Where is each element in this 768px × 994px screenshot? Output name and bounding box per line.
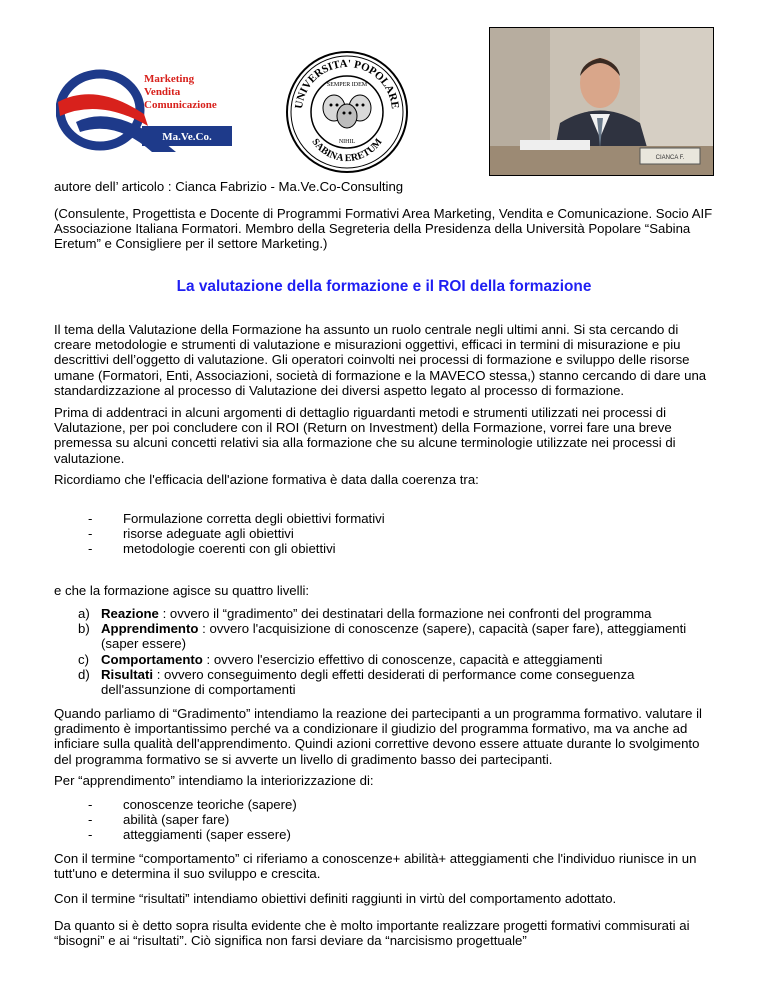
- list-item: [54, 812, 297, 827]
- level-marker: c): [78, 651, 89, 667]
- nameplate-text: CIANCA F.: [655, 155, 685, 161]
- list-dash: -: [88, 797, 93, 812]
- level-text: : ovvero l'acquisizione di conoscenze (sapere), capacità (saper fare), atteggiamenti (saper essere): [101, 621, 687, 652]
- level-marker: d): [78, 666, 90, 682]
- level-marker: a): [78, 606, 90, 621]
- level-term: Risultati: [101, 666, 154, 682]
- maveco-logo: [56, 62, 234, 157]
- paragraph-efficacia: Ricordiamo che l'efficacia dell'azione formativa è data dalla coerenza tra:: [54, 472, 479, 487]
- seal-inner-text: SEMPER IDEM: [326, 82, 368, 88]
- level-marker: b): [78, 621, 90, 637]
- level-text: : ovvero conseguimento degli effetti desiderati di performance come conseguenza dell'assunzione di comportamenti: [101, 666, 635, 698]
- level-item: [54, 606, 714, 621]
- list-item: [54, 541, 385, 556]
- logo-line-3: Comunicazione: [144, 99, 217, 111]
- list-dash: -: [88, 812, 93, 828]
- level-item: [54, 652, 714, 667]
- paragraph-gradimento: Quando parliamo di “Gradimento” intendiamo la reazione dei partecipanti a un programma formativo. valutare il gradimento è importantissimo perché va a condizionare il giudizio del programma formativo, ma va anche ad inficiare sulla qualità dell'apprendimento. Quindi azioni correttive devono essere attuate durante lo svolgimento del programma formativo se si avverte un livello di gradimento basso dei partecipanti.: [54, 706, 702, 767]
- seal-bottom-text: SABINA ERETUM: [309, 136, 385, 165]
- list-dash: -: [88, 526, 93, 542]
- author-photo: [489, 27, 714, 176]
- list-item: [54, 511, 385, 526]
- list-item-text: atteggiamenti (saper essere): [123, 827, 291, 843]
- paragraph-livelli: e che la formazione agisce su quattro livelli:: [54, 583, 310, 598]
- list-dash: -: [88, 541, 93, 557]
- paragraph-risultati: Con il termine “risultati” intendiamo obiettivi definiti raggiunti in virtù del comportamento adottato.: [54, 891, 617, 906]
- list-item-text: abilità (saper fare): [123, 812, 230, 828]
- list-item-text: conoscenze teoriche (sapere): [123, 797, 297, 812]
- paragraph-apprendimento: Per “apprendimento” intendiamo la interiorizzazione di:: [54, 773, 374, 788]
- logo-line-2: Vendita: [144, 86, 181, 98]
- paragraph-premessa: Prima di addentraci in alcuni argomenti di dettaglio riguardanti metodi e strumenti utilizzati nei processi di Valutazione, per poi concludere con il ROI (Return on Investment) della Formazione, vorrei fare una breve premessa su alcuni concetti relativi sia alla formazione che su alcune terminologie utilizzate nei processi di valutazione.: [54, 405, 676, 466]
- universita-popolare-seal: [284, 50, 410, 174]
- logo-line-1: Marketing: [144, 73, 195, 85]
- level-term: Comportamento: [101, 651, 203, 667]
- list-item: [54, 526, 385, 541]
- level-item: [54, 621, 714, 651]
- list-item: [54, 827, 297, 842]
- level-text: : ovvero l'esercizio effettivo di conoscenze, capacità e atteggiamenti: [202, 651, 603, 667]
- seal-inner-bottom: NIHIL: [338, 139, 356, 145]
- efficacia-list: [54, 511, 385, 557]
- level-text: : ovvero il “gradimento” dei destinatari della formazione nei confronti del programma: [158, 606, 652, 621]
- list-item-text: metodologie coerenti con gli obiettivi: [123, 541, 336, 557]
- author-line: autore dell’ articolo : Cianca Fabrizio - Ma.Ve.Co-Consulting: [54, 179, 404, 194]
- list-item: [54, 797, 297, 812]
- paragraph-comportamento: Con il termine “comportamento” ci riferiamo a conoscenze+ abilità+ atteggiamenti che l'individuo riunisce in un tutt'uno e determina il suo sviluppo e crescita.: [54, 851, 697, 882]
- levels-list: [54, 606, 714, 697]
- level-term: Apprendimento: [101, 621, 199, 637]
- list-dash: -: [88, 511, 93, 526]
- author-bio: (Consulente, Progettista e Docente di Programmi Formativi Area Marketing, Vendita e Comunicazione. Socio AIF Associazione Italiana Formatori. Membro della Segreteria della Presidenza della Università Popolare “Sabina Eretum” e Consigliere per il settore Marketing.): [54, 206, 713, 252]
- paragraph-intro: Il tema della Valutazione della Formazione ha assunto un ruolo centrale negli ultimi anni. Si sta cercando di creare metodologie e strumenti di valutazione e misurazioni oggettivi, efficaci in termini di misurazione e piu descrittivi dell’oggetto di valutazione. Gli operatori coinvolti nei processi di formazione e sviluppo delle risorse umane (Formatori, Enti, Associazioni, società di formazione e la MAVECO stessa,) stanno cercando di dare una standardizzazione al processo di Valutazione dei diversi aspetto legato al processo di formazione.: [54, 322, 707, 398]
- seal-top-text: UNIVERSITA' POPOLARE: [293, 57, 401, 110]
- apprendimento-list: [54, 797, 297, 843]
- logo-badge-text: Ma.Ve.Co.: [162, 131, 212, 143]
- list-dash: -: [88, 827, 93, 843]
- list-item-text: Formulazione corretta degli obiettivi formativi: [123, 511, 385, 526]
- level-term: Reazione: [101, 606, 159, 621]
- level-item: [54, 667, 714, 697]
- article-title: La valutazione della formazione e il ROI della formazione: [176, 278, 592, 295]
- paragraph-conclusione: Da quanto si è detto sopra risulta evidente che è molto importante realizzare progetti formativi commisurati ai “bisogni” e ai “risultati”. Ciò significa non farsi deviare da “narcisismo progettuale”: [54, 918, 690, 949]
- list-item-text: risorse adeguate agli obiettivi: [123, 526, 294, 542]
